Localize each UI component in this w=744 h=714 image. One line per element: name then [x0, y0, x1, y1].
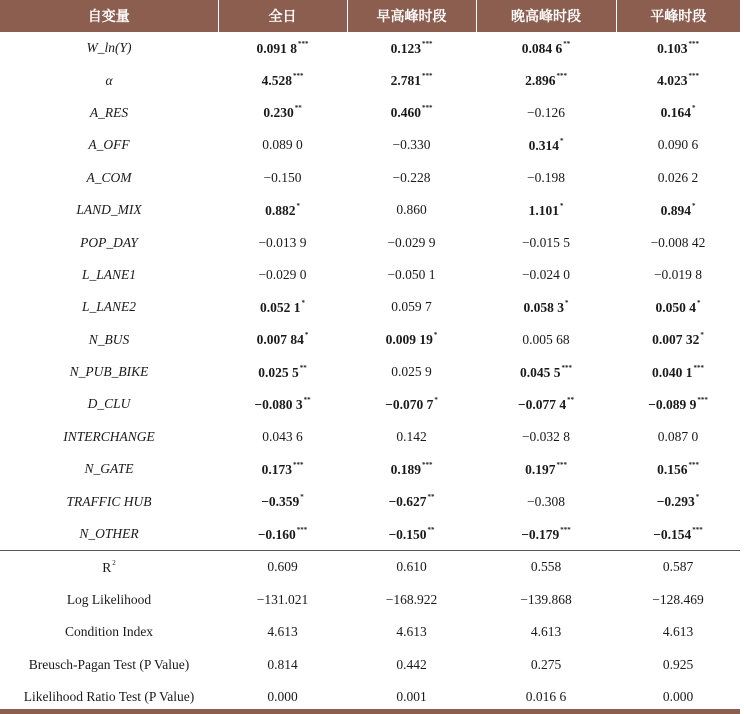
cell-value: −0.032 8	[521, 428, 571, 444]
significance-stars: *	[300, 493, 304, 502]
cell-value: 2.781	[390, 73, 421, 89]
variable-name	[0, 485, 218, 517]
cell-value: 0.026 2	[657, 169, 699, 185]
table-row	[0, 226, 740, 258]
cell-value: 0.090 6	[657, 137, 699, 153]
significance-stars: ***	[421, 39, 433, 48]
cell-value: 0.460	[390, 105, 421, 121]
coef-cell	[218, 356, 347, 388]
coef-cell	[218, 194, 347, 226]
significance-stars: **	[567, 395, 575, 404]
variable-name	[0, 32, 218, 64]
coef-cell	[218, 518, 347, 551]
cell-value: Breusch-Pagan Test (P Value)	[28, 656, 190, 672]
cell-value: 0.610	[396, 559, 427, 575]
significance-stars: ***	[561, 363, 572, 372]
coef-cell	[347, 97, 476, 129]
significance-stars: *	[434, 395, 438, 404]
coef-cell	[616, 259, 740, 291]
header-off-peak: 平峰时段	[616, 0, 740, 32]
stat-value	[218, 551, 347, 584]
cell-value: −0.050 1	[387, 266, 436, 282]
cell-value: −0.330	[392, 137, 431, 153]
header-all-day: 全日	[218, 0, 347, 32]
significance-stars: ***	[421, 460, 433, 469]
cell-value: 4.023	[657, 73, 688, 89]
coef-cell	[218, 97, 347, 129]
cell-value: 0.894	[660, 202, 691, 218]
significance-stars: ***	[688, 460, 699, 469]
cell-value: 0.609	[267, 559, 298, 575]
variable-name	[0, 162, 218, 194]
header-variable: 自变量	[0, 0, 218, 32]
variable-name	[0, 453, 218, 485]
stat-value	[218, 584, 347, 616]
cell-value: −128.469	[652, 591, 704, 607]
table-body	[0, 32, 740, 713]
table-row	[0, 518, 740, 551]
coef-cell	[218, 485, 347, 517]
significance-stars: *	[691, 104, 696, 113]
coef-cell	[476, 194, 616, 226]
header-morning-peak: 早高峰时段	[347, 0, 476, 32]
coef-cell	[476, 518, 616, 551]
cell-value: W_ln(Y)	[86, 40, 132, 56]
cell-value: POP_DAY	[80, 234, 138, 250]
cell-value: −0.150	[263, 169, 302, 185]
coef-cell	[218, 162, 347, 194]
cell-value: 0.314	[528, 137, 559, 153]
stat-row	[0, 648, 740, 680]
stat-value	[218, 616, 347, 648]
table-row	[0, 324, 740, 356]
coef-cell	[476, 291, 616, 323]
cell-value: −0.198	[527, 169, 565, 185]
cell-value: A_OFF	[88, 137, 130, 153]
cell-value: −0.627	[388, 494, 427, 510]
stat-row	[0, 584, 740, 616]
coef-cell	[347, 356, 476, 388]
cell-value: −0.077 4	[517, 396, 567, 412]
cell-value: 4.528	[261, 73, 292, 89]
cell-value: 0.558	[530, 559, 562, 575]
cell-value: 0.230	[263, 105, 294, 121]
significance-stars: ***	[292, 72, 304, 81]
coef-cell	[476, 162, 616, 194]
cell-value: 0.142	[396, 428, 427, 444]
significance-stars: ***	[688, 39, 699, 48]
coef-cell	[347, 421, 476, 453]
variable-name	[0, 421, 218, 453]
coef-cell	[616, 324, 740, 356]
stat-value	[347, 584, 476, 616]
coef-cell	[616, 162, 740, 194]
cell-value: 0.043 6	[262, 428, 303, 444]
cell-value: LAND_MIX	[76, 202, 142, 218]
cell-value: L_LANE1	[81, 266, 136, 282]
header-row	[0, 0, 740, 32]
variable-name	[0, 259, 218, 291]
cell-value: α	[105, 72, 113, 88]
cell-value: −0.013 9	[258, 234, 307, 250]
cell-value: 4.613	[396, 624, 427, 640]
table-row	[0, 421, 740, 453]
variable-name	[0, 97, 218, 129]
cell-value: −0.019 8	[653, 266, 703, 282]
coef-cell	[616, 129, 740, 161]
bottom-rule	[0, 709, 740, 714]
cell-value: 4.613	[267, 624, 298, 640]
variable-name	[0, 324, 218, 356]
coef-cell	[476, 259, 616, 291]
cell-value: −0.293	[656, 494, 695, 510]
stat-name	[0, 551, 218, 584]
coef-cell	[616, 518, 740, 551]
coef-cell	[218, 453, 347, 485]
cell-value: 0.103	[657, 40, 688, 56]
coef-cell	[218, 259, 347, 291]
significance-stars: ***	[298, 39, 309, 48]
variable-name	[0, 518, 218, 551]
cell-value: −0.089 9	[648, 396, 697, 412]
cell-value: 0.025 9	[391, 364, 432, 380]
coef-cell	[347, 388, 476, 420]
significance-stars: **	[303, 395, 311, 404]
cell-value: A_RES	[89, 104, 129, 120]
stat-value	[476, 616, 616, 648]
cell-value: 1.101	[528, 202, 559, 218]
significance-stars: *	[695, 493, 700, 502]
header-evening-peak: 晚高峰时段	[476, 0, 616, 32]
cell-value: N_BUS	[88, 331, 130, 347]
cell-value: −0.070 7	[385, 396, 434, 412]
significance-stars: *	[691, 201, 696, 210]
cell-value: 0.045 5	[520, 364, 561, 380]
stat-row	[0, 551, 740, 584]
cell-value: INTERCHANGE	[63, 428, 155, 444]
cell-value: 2.896	[525, 73, 556, 89]
stat-value	[218, 648, 347, 680]
cell-value: −0.359	[261, 494, 300, 510]
table-row	[0, 291, 740, 323]
significance-stars: ***	[421, 72, 433, 81]
significance-stars: *	[697, 298, 701, 307]
variable-name	[0, 388, 218, 420]
cell-value: 0.197	[525, 461, 556, 477]
cell-value: −0.029 0	[258, 266, 307, 282]
significance-stars: ***	[560, 525, 571, 534]
cell-value: 0.084 6	[521, 40, 563, 56]
cell-value: 0.040 1	[652, 364, 693, 380]
stat-row	[0, 616, 740, 648]
cell-value: −131.021	[256, 591, 309, 607]
coef-cell	[218, 388, 347, 420]
significance-stars: ***	[421, 104, 433, 113]
coef-cell	[218, 421, 347, 453]
coef-cell	[347, 226, 476, 258]
significance-stars: **	[294, 104, 302, 113]
stat-value	[476, 648, 616, 680]
coef-cell	[616, 388, 740, 420]
coef-cell	[616, 421, 740, 453]
cell-value: TRAFFIC HUB	[66, 493, 152, 509]
coef-cell	[347, 324, 476, 356]
cell-value: 0.005 68	[522, 331, 570, 347]
cell-value: 0.016 6	[525, 689, 567, 704]
cell-value: −0.154	[653, 526, 692, 542]
stat-value	[616, 616, 740, 648]
coef-cell	[347, 162, 476, 194]
stat-value	[476, 584, 616, 616]
cell-value: 0.091 8	[256, 40, 297, 56]
cell-value: 0.925	[662, 656, 694, 672]
stat-value	[347, 616, 476, 648]
coef-cell	[476, 97, 616, 129]
cell-value: Likelihood Ratio Test (P Value)	[23, 689, 195, 704]
cell-value: Condition Index	[64, 624, 154, 640]
table-row	[0, 64, 740, 96]
cell-value: N_GATE	[84, 461, 134, 477]
cell-value: −0.308	[527, 493, 565, 509]
coef-cell	[476, 64, 616, 96]
cell-value: Log Likelihood	[66, 591, 152, 607]
significance-stars: *	[296, 201, 300, 210]
coef-cell	[347, 194, 476, 226]
cell-value: 0.882	[265, 202, 296, 218]
significance-stars: **	[427, 493, 435, 502]
stat-name	[0, 584, 218, 616]
significance-stars: ***	[688, 72, 699, 81]
table-row	[0, 388, 740, 420]
significance-stars: *	[301, 298, 305, 307]
cell-value: 0.052 1	[260, 299, 301, 315]
cell-value: −0.015 5	[521, 234, 571, 250]
coef-cell	[616, 485, 740, 517]
cell-value: N_PUB_BIKE	[69, 364, 149, 380]
coef-cell	[616, 64, 740, 96]
coef-cell	[476, 324, 616, 356]
cell-value: 0.059 7	[391, 299, 432, 315]
stat-name	[0, 648, 218, 680]
table-row	[0, 453, 740, 485]
table-row	[0, 259, 740, 291]
significance-stars: **	[427, 525, 435, 534]
cell-value: 0.001	[396, 689, 427, 704]
cell-value: −0.080 3	[254, 396, 303, 412]
cell-value: −0.228	[392, 169, 431, 185]
cell-value: 0.860	[396, 202, 427, 218]
coef-cell	[347, 485, 476, 517]
coef-cell	[218, 129, 347, 161]
cell-value: N_OTHER	[79, 526, 139, 542]
stat-value	[616, 584, 740, 616]
significance-stars: **	[563, 39, 571, 48]
cell-value: 0.156	[657, 461, 688, 477]
table-row	[0, 194, 740, 226]
cell-value: −0.179	[521, 526, 560, 542]
stat-value	[347, 648, 476, 680]
significance-stars: *	[700, 331, 704, 340]
variable-name	[0, 64, 218, 96]
cell-value: 0.000	[267, 689, 298, 704]
coef-cell	[476, 129, 616, 161]
cell-value: L_LANE2	[81, 299, 136, 315]
cell-value: 0.007 32	[652, 332, 700, 348]
variable-name	[0, 226, 218, 258]
cell-value: 0.000	[662, 689, 694, 704]
significance-stars: ***	[692, 525, 703, 534]
table-row	[0, 162, 740, 194]
coef-cell	[347, 259, 476, 291]
coef-cell	[616, 32, 740, 64]
cell-value: −139.868	[520, 591, 572, 607]
coef-cell	[476, 388, 616, 420]
significance-stars: ***	[296, 525, 308, 534]
cell-value: 0.009 19	[385, 332, 433, 348]
significance-stars: ***	[556, 460, 567, 469]
stat-value	[347, 551, 476, 584]
table-row	[0, 129, 740, 161]
coef-cell	[218, 324, 347, 356]
stat-value	[616, 648, 740, 680]
cell-value: −0.160	[257, 526, 296, 542]
table-row	[0, 97, 740, 129]
coef-cell	[218, 226, 347, 258]
coef-cell	[616, 291, 740, 323]
significance-stars: ***	[292, 460, 304, 469]
coef-cell	[476, 32, 616, 64]
significance-stars: ***	[697, 395, 708, 404]
cell-value: 0.025 5	[258, 364, 299, 380]
cell-value: 0.087 0	[657, 428, 699, 444]
significance-stars: *	[559, 136, 564, 145]
cell-value: −168.922	[385, 591, 438, 607]
cell-value: −0.150	[388, 526, 427, 542]
cell-value: 0.123	[390, 40, 421, 56]
coef-cell	[218, 32, 347, 64]
coef-cell	[476, 226, 616, 258]
cell-value: −0.029 9	[387, 234, 436, 250]
coef-cell	[476, 356, 616, 388]
cell-value: 0.275	[530, 656, 562, 672]
significance-stars: *	[433, 331, 438, 340]
cell-value: 0.050 4	[655, 299, 696, 315]
significance-stars: *	[304, 331, 309, 340]
cell-value: 0.164	[660, 105, 691, 121]
significance-stars: **	[299, 363, 307, 372]
table-row	[0, 32, 740, 64]
coef-cell	[616, 194, 740, 226]
cell-value: R	[102, 559, 112, 575]
cell-value: 0.814	[267, 656, 298, 672]
stat-name	[0, 616, 218, 648]
coef-cell	[347, 129, 476, 161]
variable-name	[0, 194, 218, 226]
coef-cell	[476, 453, 616, 485]
coef-cell	[218, 291, 347, 323]
table-row	[0, 356, 740, 388]
significance-stars: *	[565, 298, 569, 307]
cell-value: 0.189	[390, 461, 421, 477]
significance-stars: ***	[693, 363, 704, 372]
cell-value: −0.008 42	[650, 234, 706, 250]
variable-name	[0, 129, 218, 161]
cell-value: 4.613	[662, 624, 694, 640]
coef-cell	[616, 453, 740, 485]
coef-cell	[347, 32, 476, 64]
cell-value: 4.613	[530, 624, 562, 640]
coef-cell	[347, 291, 476, 323]
cell-value: 0.089 0	[262, 137, 303, 153]
cell-value: 0.007 84	[256, 332, 304, 348]
variable-name	[0, 291, 218, 323]
coef-cell	[616, 97, 740, 129]
variable-name	[0, 356, 218, 388]
cell-value: A_COM	[86, 169, 132, 185]
significance-stars: *	[559, 201, 564, 210]
coef-cell	[616, 226, 740, 258]
cell-value: −0.126	[527, 104, 565, 120]
stat-value	[616, 551, 740, 584]
cell-value: −0.024 0	[521, 266, 571, 282]
cell-value: D_CLU	[87, 396, 131, 412]
stat-value	[476, 551, 616, 584]
coef-cell	[476, 421, 616, 453]
significance-stars: ***	[556, 72, 567, 81]
cell-value: 0.587	[662, 559, 694, 575]
superscript: 2	[112, 558, 116, 567]
table-row	[0, 485, 740, 517]
coef-cell	[616, 356, 740, 388]
cell-value: 0.058 3	[523, 299, 564, 315]
coef-cell	[347, 453, 476, 485]
cell-value: 0.442	[396, 656, 427, 672]
coef-cell	[347, 64, 476, 96]
coef-cell	[476, 485, 616, 517]
coef-cell	[218, 64, 347, 96]
cell-value: 0.173	[261, 461, 292, 477]
coef-cell	[347, 518, 476, 551]
